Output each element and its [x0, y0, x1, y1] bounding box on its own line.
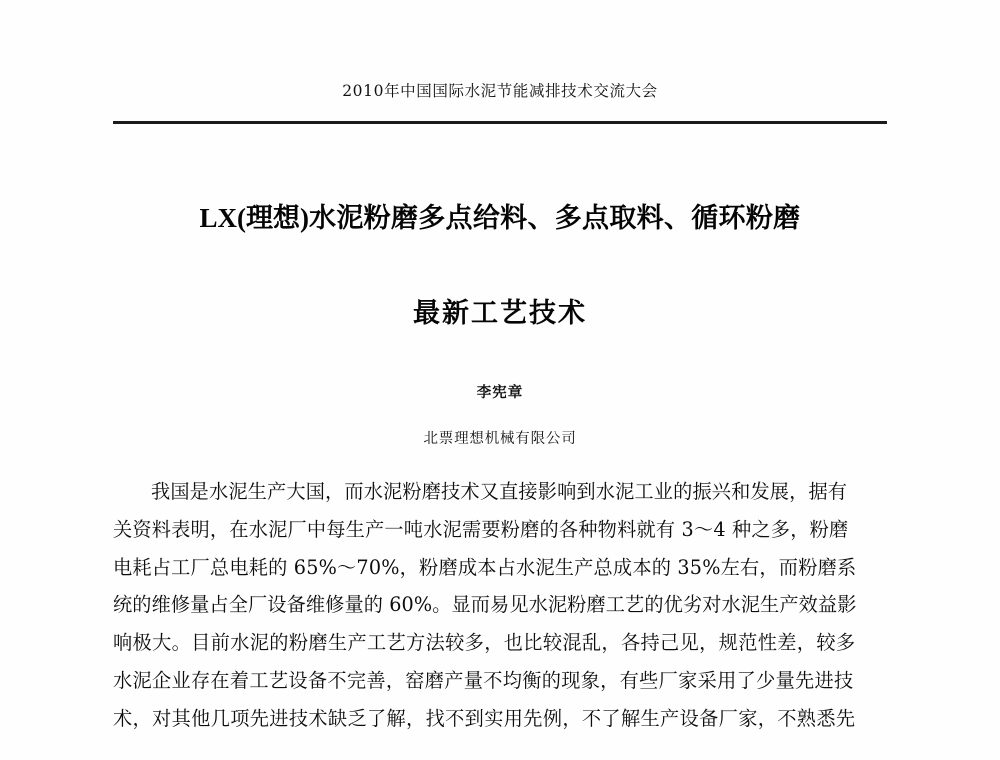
body-text-block	[113, 473, 889, 738]
paper-title-line-1-text: 水泥粉磨多点给料、多点取料、循环粉磨	[309, 203, 801, 234]
author-affiliation: 北票理想机械有限公司	[423, 431, 577, 447]
running-header-title: 2010年中国国际水泥节能减排技术交流大会	[342, 82, 658, 100]
header-divider-rule	[113, 121, 887, 124]
author-name: 李宪章	[476, 384, 524, 401]
page-header	[113, 80, 887, 124]
paper-title-line-2: 最新工艺技术	[413, 298, 587, 329]
body-line: 水泥企业存在着工艺设备不完善，窑磨产量不均衡的现象，有些厂家采用了少量先进技	[113, 668, 854, 692]
body-line: 响极大。目前水泥的粉磨生产工艺方法较多，也比较混乱，各持己见，规范性差，较多	[113, 631, 856, 655]
paper-title-latin-prefix: LX(理想)	[199, 203, 310, 233]
paper-title-line-1	[50, 196, 950, 241]
body-line: 电耗占工厂总电耗的 65%～70%，粉磨成本占水泥生产总成本的 35%左右，而粉磨系	[113, 555, 857, 579]
body-line: 我国是水泥生产大国，而水泥粉磨技术又直接影响到水泥工业的振兴和发展，据有	[151, 480, 848, 503]
body-line: 术，对其他几项先进技术缺乏了解，找不到实用先例，不了解生产设备厂家，不熟悉先	[113, 706, 856, 730]
body-line: 关资料表明，在水泥厂中每生产一吨水泥需要粉磨的各种物料就有 3～4 种之多，粉磨	[113, 517, 849, 541]
body-line: 统的维修量占全厂设备维修量的 60%。显而易见水泥粉磨工艺的优劣对水泥生产效益影	[113, 593, 857, 617]
